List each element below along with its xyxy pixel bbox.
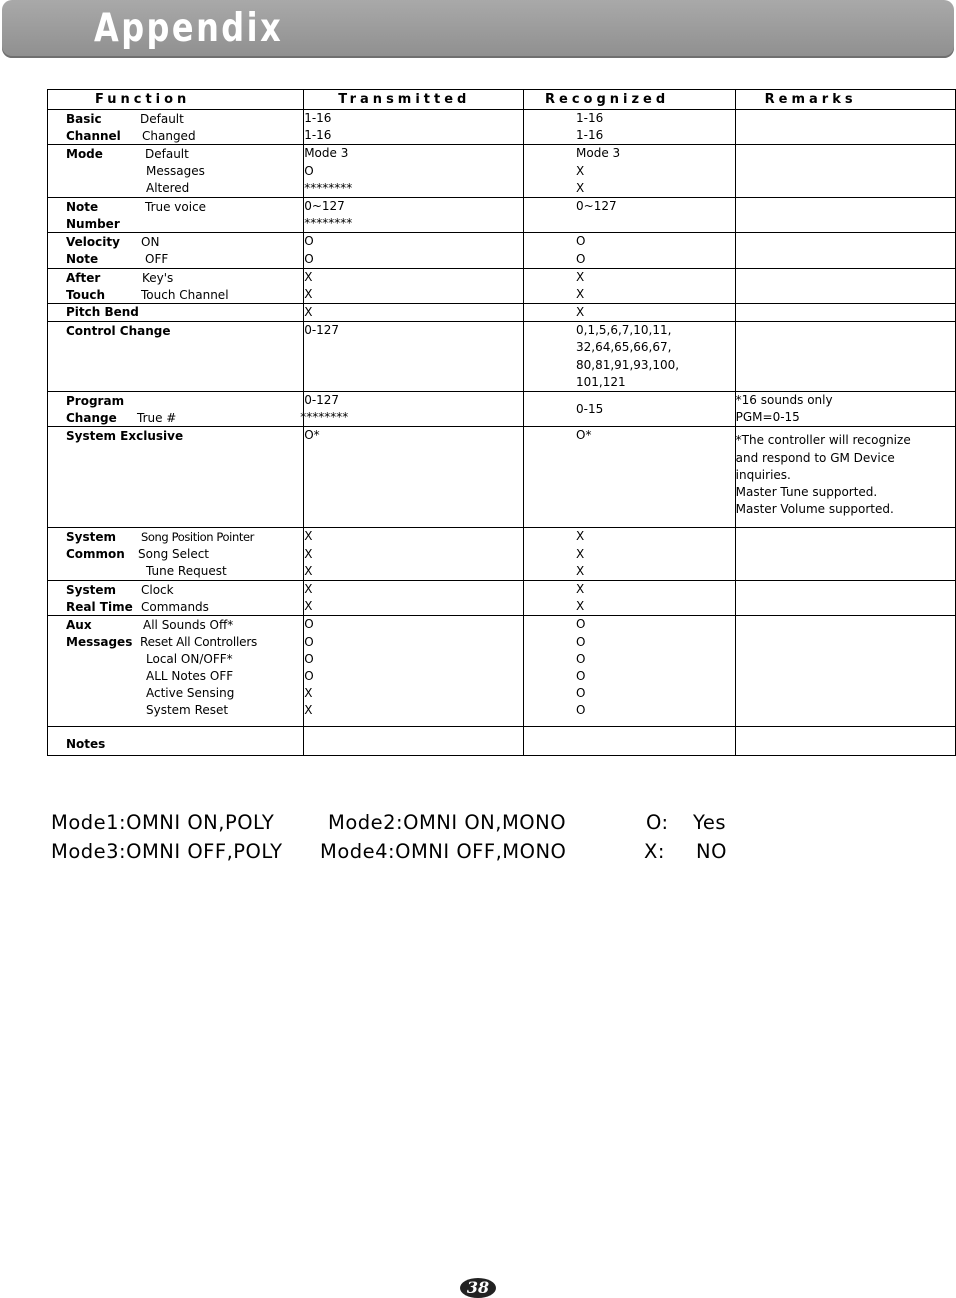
function-label: Common — [66, 547, 125, 562]
function-sublabel: Song Select — [138, 547, 210, 562]
function-sublabel: Song Position Pointer — [141, 530, 254, 545]
value: X — [304, 703, 313, 718]
function-label: Pitch Bend — [66, 305, 139, 320]
header-function: Function — [48, 90, 304, 110]
remark-line: PGM=0-15 — [735, 410, 800, 425]
function-label: Real Time — [66, 599, 133, 614]
function-label: Number — [66, 216, 120, 231]
function-label: Program — [66, 394, 125, 408]
function-label: Note — [66, 252, 99, 267]
page-number: 38 — [460, 1278, 496, 1298]
legend-o-key: O: — [646, 811, 669, 834]
value: 0-127 — [304, 393, 340, 407]
function-label: Messages — [66, 635, 133, 650]
function-cell — [48, 727, 304, 756]
function-sublabel: Reset All Controllers — [140, 635, 258, 650]
remark-line: inquiries. — [735, 467, 791, 482]
function-sublabel: Messages — [146, 164, 205, 179]
transmitted-cell — [304, 268, 524, 303]
header-banner — [2, 0, 954, 58]
remarks-cell — [735, 145, 955, 198]
value: 101,121 — [576, 374, 626, 389]
function-label: System — [66, 530, 116, 545]
function-label: Note — [66, 199, 99, 214]
value: X — [304, 546, 313, 561]
remark-line: Master Volume supported. — [735, 502, 894, 517]
transmitted-cell — [304, 304, 524, 322]
function-sublabel: OFF — [145, 252, 169, 267]
function-cell — [48, 322, 304, 392]
function-sublabel: Clock — [141, 582, 174, 597]
value: X — [304, 286, 313, 301]
value: X — [304, 305, 313, 320]
value: O — [576, 617, 586, 632]
recognized-cell — [524, 304, 736, 322]
function-cell — [48, 110, 304, 145]
legend-mode3: Mode3:OMNI OFF,POLY — [51, 840, 283, 863]
legend-mode4: Mode4:OMNI OFF,MONO — [320, 840, 567, 863]
value: X — [304, 529, 313, 544]
transmitted-cell — [304, 616, 524, 727]
value: O — [304, 634, 314, 649]
value: X — [576, 163, 585, 178]
table-row — [48, 322, 956, 392]
value: O — [304, 234, 314, 249]
remarks-cell — [735, 528, 955, 581]
recognized-cell — [524, 322, 736, 392]
recognized-cell — [524, 392, 736, 427]
function-cell — [48, 268, 304, 303]
table-row — [48, 268, 956, 303]
value: O — [304, 668, 314, 683]
recognized-cell — [524, 580, 736, 615]
remarks-cell — [735, 197, 955, 232]
function-label: Change — [66, 411, 117, 425]
function-cell — [48, 427, 304, 528]
function-label: Basic — [66, 112, 102, 126]
value: O — [576, 651, 586, 666]
function-sublabel: True # — [137, 411, 177, 425]
function-label: Notes — [66, 737, 106, 752]
value: X — [576, 599, 585, 614]
function-cell — [48, 580, 304, 615]
value: X — [304, 269, 313, 284]
value: 0-15 — [576, 402, 604, 416]
function-cell — [48, 145, 304, 198]
table-row — [48, 233, 956, 268]
function-cell — [48, 616, 304, 727]
transmitted-cell — [304, 580, 524, 615]
remarks-cell — [735, 427, 955, 528]
function-cell — [48, 197, 304, 232]
table-row — [48, 110, 956, 145]
value: 1-16 — [304, 128, 332, 143]
function-sublabel: Changed — [142, 129, 196, 143]
value: O — [576, 703, 586, 718]
remarks-cell — [735, 392, 955, 427]
header-remarks: Remarks — [735, 90, 955, 110]
value: X — [576, 286, 585, 301]
value: X — [576, 180, 585, 195]
function-label: Mode — [66, 147, 103, 162]
function-sublabel: Default — [140, 112, 184, 126]
value: 80,81,91,93,100, — [576, 357, 680, 372]
value: O — [304, 251, 314, 266]
function-cell — [48, 392, 304, 427]
remark-line: *16 sounds only — [735, 393, 833, 407]
value: X — [304, 599, 313, 614]
function-sublabel: Touch Channel — [141, 287, 229, 302]
value: Mode 3 — [304, 146, 349, 161]
function-sublabel: True voice — [145, 199, 207, 214]
recognized-cell — [524, 616, 736, 727]
value: O — [304, 617, 314, 632]
function-label: Touch — [66, 287, 106, 302]
function-label: System Exclusive — [66, 429, 184, 444]
legend-o-value: Yes — [693, 811, 726, 834]
value: O — [576, 251, 586, 266]
recognized-cell — [524, 727, 736, 756]
value: ******** — [300, 410, 349, 425]
value: O — [304, 163, 314, 178]
value: 0~127 — [304, 198, 345, 213]
function-sublabel: Commands — [141, 599, 209, 614]
value: Mode 3 — [576, 146, 621, 161]
transmitted-cell — [304, 233, 524, 268]
function-sublabel: System Reset — [146, 703, 229, 718]
function-label: Control Change — [66, 324, 171, 339]
function-sublabel: Key's — [142, 270, 174, 285]
function-sublabel: All Sounds Off* — [143, 618, 234, 633]
function-sublabel: ALL Notes OFF — [146, 669, 234, 684]
function-label: Aux — [66, 618, 92, 633]
transmitted-cell — [304, 528, 524, 581]
value: X — [304, 581, 313, 596]
transmitted-cell — [304, 145, 524, 198]
remarks-cell — [735, 268, 955, 303]
table-row — [48, 197, 956, 232]
legend-mode2: Mode2:OMNI ON,MONO — [328, 811, 567, 834]
recognized-cell — [524, 233, 736, 268]
value: O — [576, 668, 586, 683]
remark-line: and respond to GM Device — [735, 450, 895, 465]
transmitted-cell — [304, 427, 524, 528]
value: 0-127 — [304, 323, 340, 338]
legend-x-key: X: — [644, 840, 665, 863]
function-label: After — [66, 270, 101, 285]
table-row — [48, 145, 956, 198]
function-label: Velocity — [66, 235, 120, 250]
value: X — [576, 563, 585, 578]
transmitted-cell — [304, 322, 524, 392]
function-cell — [48, 528, 304, 581]
remarks-cell — [735, 580, 955, 615]
remarks-cell — [735, 110, 955, 145]
value: O* — [304, 428, 320, 443]
function-sublabel: Active Sensing — [146, 686, 235, 701]
value: X — [576, 581, 585, 596]
function-cell — [48, 233, 304, 268]
value: X — [304, 563, 313, 578]
table-row — [48, 392, 956, 427]
table-row — [48, 580, 956, 615]
recognized-cell — [524, 528, 736, 581]
value: X — [576, 546, 585, 561]
function-label: System — [66, 582, 116, 597]
function-sublabel: Altered — [146, 181, 190, 196]
recognized-cell — [524, 427, 736, 528]
value: O — [304, 651, 314, 666]
value: O — [576, 686, 586, 701]
value: ******** — [304, 180, 353, 195]
value: 1-16 — [576, 111, 604, 125]
transmitted-cell — [304, 197, 524, 232]
recognized-cell — [524, 145, 736, 198]
value: X — [576, 305, 585, 320]
midi-implementation-table — [47, 89, 956, 756]
value: 0~127 — [576, 198, 617, 213]
function-sublabel: Local ON/OFF* — [146, 652, 233, 667]
function-label: Channel — [66, 129, 121, 143]
function-sublabel: Tune Request — [146, 564, 227, 579]
recognized-cell — [524, 110, 736, 145]
remarks-cell — [735, 233, 955, 268]
transmitted-cell — [304, 110, 524, 145]
remarks-cell — [735, 727, 955, 756]
page-title: Appendix — [94, 6, 284, 51]
table-row — [48, 616, 956, 727]
table-header-row — [48, 90, 956, 110]
header-recognized: Recognized — [524, 90, 736, 110]
value: O — [576, 234, 586, 249]
function-cell — [48, 304, 304, 322]
value: 32,64,65,66,67, — [576, 340, 672, 355]
table-row — [48, 427, 956, 528]
remark-line: Master Tune supported. — [735, 484, 878, 499]
function-sublabel: Default — [145, 147, 189, 162]
value: 1-16 — [576, 128, 604, 143]
value: O — [576, 634, 586, 649]
value: 0,1,5,6,7,10,11, — [576, 323, 672, 338]
remarks-cell — [735, 304, 955, 322]
table-row — [48, 727, 956, 756]
remark-line: *The controller will recognize — [735, 433, 911, 448]
header-transmitted: Transmitted — [304, 90, 524, 110]
recognized-cell — [524, 268, 736, 303]
table-row — [48, 304, 956, 322]
value: O* — [576, 428, 592, 443]
value: X — [304, 686, 313, 701]
legend-x-value: NO — [696, 840, 727, 863]
value: X — [576, 269, 585, 284]
table-row — [48, 528, 956, 581]
remarks-cell — [735, 616, 955, 727]
value: ******** — [304, 216, 353, 231]
remarks-cell — [735, 322, 955, 392]
value: 1-16 — [304, 111, 332, 125]
function-sublabel: ON — [141, 235, 160, 250]
transmitted-cell — [304, 727, 524, 756]
legend-mode1: Mode1:OMNI ON,POLY — [51, 811, 275, 834]
value: X — [576, 529, 585, 544]
recognized-cell — [524, 197, 736, 232]
transmitted-cell — [300, 392, 524, 427]
